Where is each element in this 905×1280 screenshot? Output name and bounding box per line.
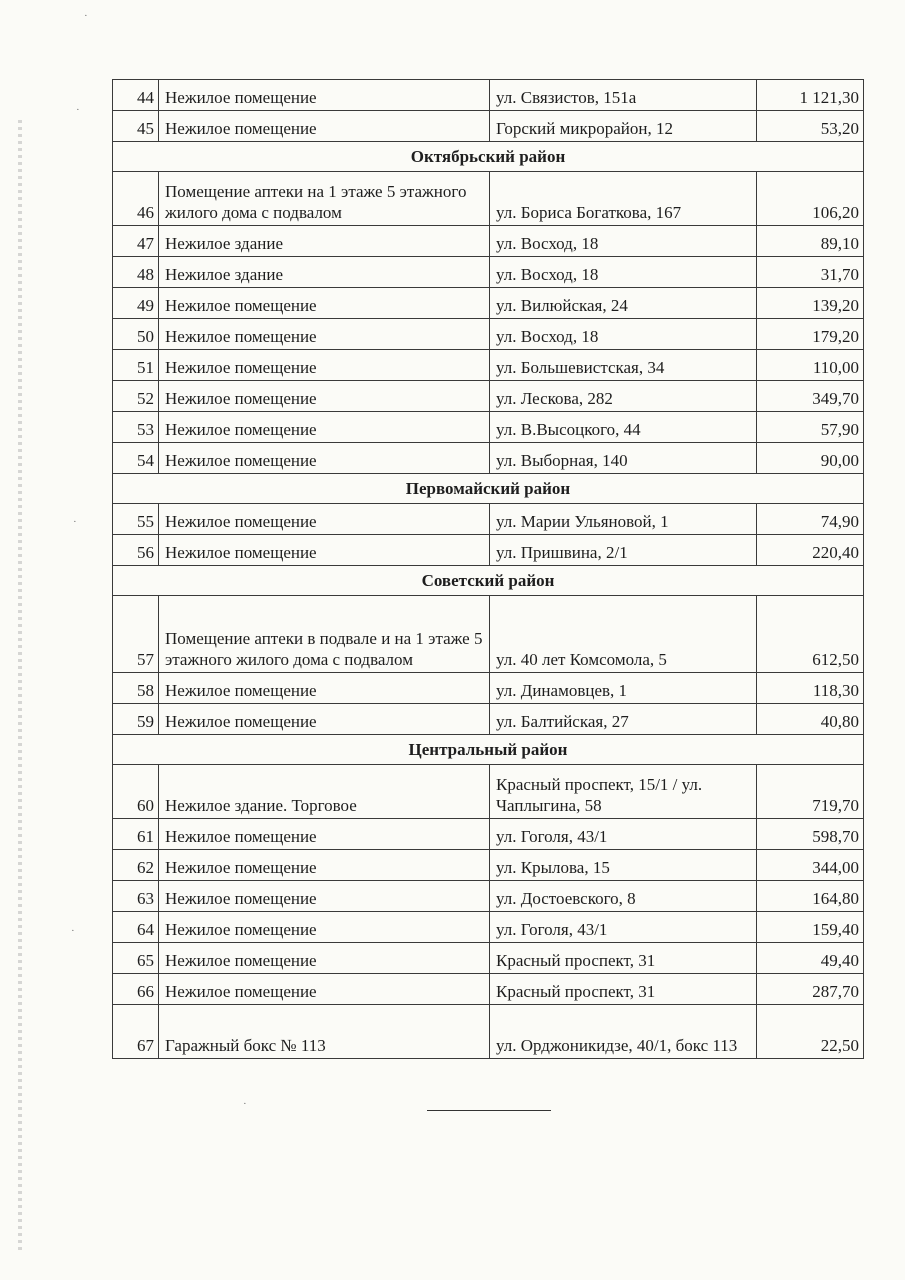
property-area: 220,40 [757, 535, 864, 566]
table-row [113, 319, 864, 350]
property-name: Нежилое помещение [159, 704, 490, 735]
property-area: 74,90 [757, 504, 864, 535]
property-area: 22,50 [757, 1005, 864, 1059]
property-area: 612,50 [757, 596, 864, 673]
property-address: Красный проспект, 31 [490, 943, 757, 974]
row-number: 62 [113, 850, 159, 881]
property-name: Нежилое помещение [159, 819, 490, 850]
district-title: Центральный район [113, 735, 864, 765]
property-area: 31,70 [757, 257, 864, 288]
property-area: 89,10 [757, 226, 864, 257]
property-address: ул. Восход, 18 [490, 226, 757, 257]
property-area: 344,00 [757, 850, 864, 881]
row-number: 50 [113, 319, 159, 350]
property-area: 57,90 [757, 412, 864, 443]
property-table-body [113, 80, 864, 1059]
table-row [113, 288, 864, 319]
property-name: Нежилое здание [159, 257, 490, 288]
property-address: ул. 40 лет Комсомола, 5 [490, 596, 757, 673]
property-name: Нежилое помещение [159, 381, 490, 412]
table-row [113, 350, 864, 381]
property-name: Нежилое помещение [159, 912, 490, 943]
district-title: Первомайский район [113, 474, 864, 504]
property-name: Нежилое здание [159, 226, 490, 257]
property-address: ул. Вилюйская, 24 [490, 288, 757, 319]
row-number: 54 [113, 443, 159, 474]
table-row [113, 226, 864, 257]
property-name: Нежилое помещение [159, 850, 490, 881]
row-number: 66 [113, 974, 159, 1005]
property-table [112, 79, 864, 1059]
row-number: 64 [113, 912, 159, 943]
table-row [113, 974, 864, 1005]
property-address: ул. Большевистская, 34 [490, 350, 757, 381]
row-number: 49 [113, 288, 159, 319]
property-address: ул. Марии Ульяновой, 1 [490, 504, 757, 535]
property-area: 719,70 [757, 765, 864, 819]
property-name: Нежилое помещение [159, 504, 490, 535]
property-area: 118,30 [757, 673, 864, 704]
scan-speck: · [71, 925, 75, 937]
property-address: ул. Пришвина, 2/1 [490, 535, 757, 566]
row-number: 59 [113, 704, 159, 735]
property-area: 90,00 [757, 443, 864, 474]
table-row [113, 943, 864, 974]
property-area: 159,40 [757, 912, 864, 943]
table-row [113, 80, 864, 111]
property-name: Нежилое помещение [159, 974, 490, 1005]
property-area: 179,20 [757, 319, 864, 350]
property-area: 53,20 [757, 111, 864, 142]
district-header-row [113, 142, 864, 172]
property-area: 598,70 [757, 819, 864, 850]
row-number: 56 [113, 535, 159, 566]
property-area: 49,40 [757, 943, 864, 974]
scan-speck: · [76, 104, 80, 116]
property-name: Нежилое помещение [159, 350, 490, 381]
property-address: ул. Бориса Богаткова, 167 [490, 172, 757, 226]
table-row [113, 850, 864, 881]
property-name: Нежилое помещение [159, 412, 490, 443]
row-number: 45 [113, 111, 159, 142]
row-number: 46 [113, 172, 159, 226]
table-row [113, 412, 864, 443]
scan-speck: · [243, 1098, 247, 1110]
property-address: ул. Связистов, 151а [490, 80, 757, 111]
table-row [113, 381, 864, 412]
property-area: 40,80 [757, 704, 864, 735]
property-area: 1 121,30 [757, 80, 864, 111]
table-row [113, 172, 864, 226]
property-area: 110,00 [757, 350, 864, 381]
table-row [113, 673, 864, 704]
property-address: ул. Гоголя, 43/1 [490, 819, 757, 850]
property-address: ул. В.Высоцкого, 44 [490, 412, 757, 443]
property-name: Нежилое помещение [159, 319, 490, 350]
property-area: 164,80 [757, 881, 864, 912]
row-number: 47 [113, 226, 159, 257]
property-name: Помещение аптеки на 1 этаже 5 этажного жилого дома с подвалом [159, 172, 490, 226]
property-name: Нежилое здание. Торговое [159, 765, 490, 819]
property-name: Нежилое помещение [159, 288, 490, 319]
table-row [113, 881, 864, 912]
binding-edge [18, 120, 22, 1250]
property-name: Помещение аптеки в подвале и на 1 этаже 5 этажного жилого дома с подвалом [159, 596, 490, 673]
table-row [113, 912, 864, 943]
property-address: Красный проспект, 15/1 / ул. Чаплыгина, 58 [490, 765, 757, 819]
district-header-row [113, 566, 864, 596]
property-name: Нежилое помещение [159, 111, 490, 142]
property-name: Гаражный бокс № 113 [159, 1005, 490, 1059]
row-number: 61 [113, 819, 159, 850]
table-row [113, 504, 864, 535]
row-number: 58 [113, 673, 159, 704]
row-number: 55 [113, 504, 159, 535]
row-number: 53 [113, 412, 159, 443]
property-address: ул. Выборная, 140 [490, 443, 757, 474]
row-number: 44 [113, 80, 159, 111]
district-title: Советский район [113, 566, 864, 596]
property-address: ул. Балтийская, 27 [490, 704, 757, 735]
property-address: ул. Орджоникидзе, 40/1, бокс 113 [490, 1005, 757, 1059]
table-row [113, 819, 864, 850]
row-number: 48 [113, 257, 159, 288]
property-address: ул. Гоголя, 43/1 [490, 912, 757, 943]
property-address: ул. Достоевского, 8 [490, 881, 757, 912]
district-title: Октябрьский район [113, 142, 864, 172]
row-number: 51 [113, 350, 159, 381]
property-name: Нежилое помещение [159, 943, 490, 974]
district-header-row [113, 735, 864, 765]
closing-line [427, 1110, 551, 1111]
property-address: ул. Восход, 18 [490, 257, 757, 288]
property-address: ул. Крылова, 15 [490, 850, 757, 881]
property-address: ул. Восход, 18 [490, 319, 757, 350]
district-header-row [113, 474, 864, 504]
table-row [113, 596, 864, 673]
property-area: 287,70 [757, 974, 864, 1005]
property-address: Красный проспект, 31 [490, 974, 757, 1005]
table-row [113, 704, 864, 735]
row-number: 65 [113, 943, 159, 974]
row-number: 52 [113, 381, 159, 412]
property-area: 139,20 [757, 288, 864, 319]
property-address: ул. Динамовцев, 1 [490, 673, 757, 704]
table-row [113, 765, 864, 819]
property-area: 106,20 [757, 172, 864, 226]
table-row [113, 111, 864, 142]
property-name: Нежилое помещение [159, 881, 490, 912]
row-number: 67 [113, 1005, 159, 1059]
table-row [113, 257, 864, 288]
scan-speck: · [73, 516, 77, 528]
table-row [113, 535, 864, 566]
property-address: ул. Лескова, 282 [490, 381, 757, 412]
row-number: 60 [113, 765, 159, 819]
row-number: 63 [113, 881, 159, 912]
property-name: Нежилое помещение [159, 443, 490, 474]
property-area: 349,70 [757, 381, 864, 412]
property-name: Нежилое помещение [159, 80, 490, 111]
row-number: 57 [113, 596, 159, 673]
table-row [113, 443, 864, 474]
property-address: Горский микрорайон, 12 [490, 111, 757, 142]
table-row [113, 1005, 864, 1059]
property-name: Нежилое помещение [159, 535, 490, 566]
property-name: Нежилое помещение [159, 673, 490, 704]
scan-speck: · [84, 10, 88, 22]
